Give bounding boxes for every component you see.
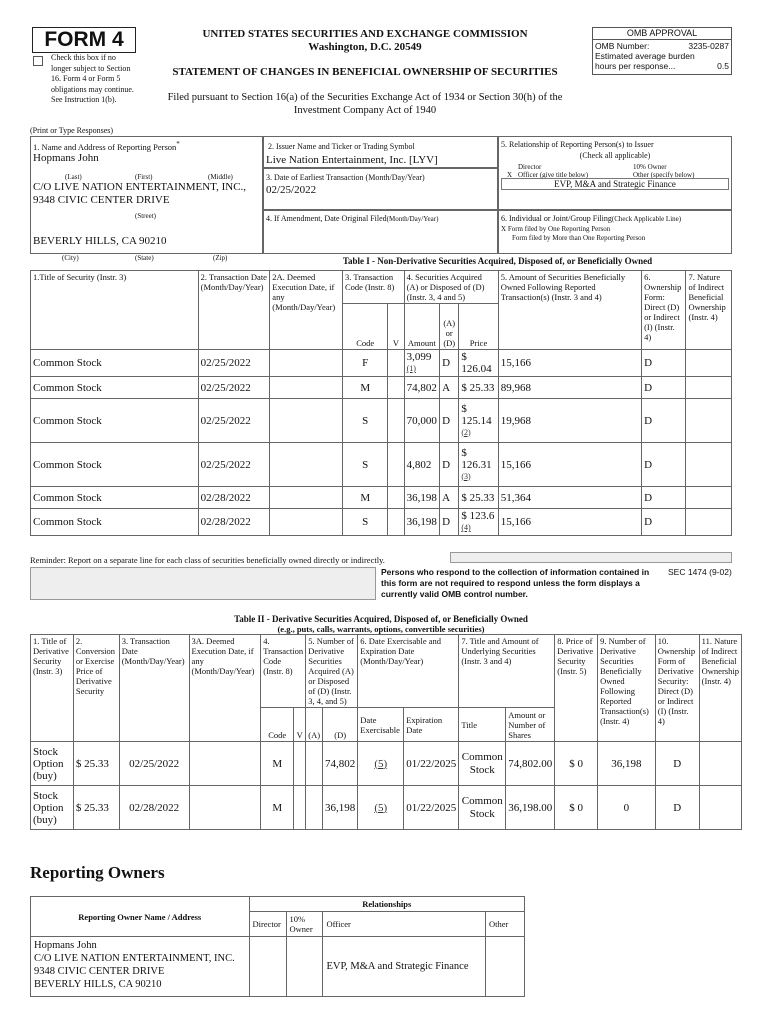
t2-col-nature: 11. Nature of Indirect Beneficial Ownership (Instr. 4): [699, 635, 741, 742]
t1-amount-cell: [404, 509, 440, 536]
t2-col-underlying: 7. Title and Amount of Underlying Securities (Instr. 3 and 4): [459, 635, 555, 708]
earliest-transaction-date: 02/25/2022: [266, 184, 317, 196]
t2-nature: [699, 742, 741, 786]
t1-price-footnote: (4): [461, 523, 471, 532]
sec-form-code: SEC 1474 (9-02): [668, 567, 732, 577]
t1-code: F: [342, 350, 387, 377]
persons-notice: Persons who respond to the collection of information contained in this form are not required to respond unless the form displays a currently valid OMB control number.: [381, 567, 650, 599]
t2-transaction-date: 02/25/2022: [119, 742, 189, 786]
t2-owned: 0: [598, 786, 656, 830]
t1-price-cell: [459, 399, 498, 443]
t1-v: [388, 443, 404, 487]
t1-amount: 36,198: [406, 491, 437, 504]
table-non-derivative: [30, 270, 732, 536]
t2-acquired: [306, 742, 323, 786]
table1-title: Table I - Non-Derivative Securities Acquired, Disposed of, or Beneficially Owned: [342, 256, 653, 266]
reminder-text: Reminder: Report on a separate line for each class of securities beneficially owned directly or indirectly.: [30, 555, 385, 565]
t2-col-form: 10. Ownership Form of Derivative Security: Direct (D) or Indirect (I) (Instr. 4): [655, 635, 699, 742]
t1-col-deemed: 2A. Deemed Execution Date, if any (Month/Day/Year): [270, 271, 343, 350]
section-5-sub: (Check all applicable): [579, 151, 651, 160]
t1-col-title: 1.Title of Security (Instr. 3): [31, 271, 199, 350]
t2-col-number: 5. Number of Derivative Securities Acquired (A) or Disposed of (D) (Instr. 3, 4, and 5): [306, 635, 358, 708]
t1-v: [388, 350, 404, 377]
t2-col-code: 4. Transaction Code (Instr. 8): [261, 635, 306, 708]
t2-ownership-form: D: [655, 786, 699, 830]
officer-title-box: [501, 178, 729, 190]
street-label: (Street): [135, 212, 156, 220]
t2-col-title: 1. Title of Derivative Security (Instr. 3): [31, 635, 74, 742]
first-label: (First): [135, 173, 153, 181]
t2-sub-exp: Expiration Date: [404, 708, 459, 742]
t1-owned: 15,166: [498, 509, 641, 536]
t1-owned: 19,968: [498, 399, 641, 443]
t1-price: $ 126.04: [461, 351, 492, 375]
t1-price: $ 126.31: [461, 446, 492, 471]
no-longer-subject-checkbox[interactable]: [33, 56, 43, 66]
t1-sub-aord: (A) or (D): [440, 304, 459, 350]
t1-security-title: Common Stock: [31, 443, 199, 487]
officer-option[interactable]: Officer (give title below): [518, 171, 589, 179]
t1-col-date: 2. Transaction Date (Month/Day/Year): [198, 271, 270, 350]
reporting-person-city: BEVERLY HILLS, CA 90210: [33, 235, 167, 247]
t1-deemed-date: [270, 509, 343, 536]
t1-security-title: Common Stock: [31, 377, 199, 399]
owner-other-cell: [486, 937, 525, 997]
t1-price-footnote: (2): [461, 427, 471, 437]
t2-col-deriv-price: 8. Price of Derivative Security (Instr. 5): [555, 635, 598, 742]
omb-number: 3235-0287: [688, 41, 729, 51]
director-header: Director: [249, 912, 286, 937]
t2-code: M: [261, 742, 294, 786]
state-label: (State): [135, 254, 154, 262]
t1-owned: 51,364: [498, 487, 641, 509]
form-title-box: [32, 27, 136, 53]
section-1-star: *: [176, 140, 180, 148]
t1-ownership-form: D: [642, 377, 686, 399]
t2-exercise-price: $ 25.33: [73, 786, 119, 830]
t2-transaction-date: 02/28/2022: [119, 786, 189, 830]
t2-col-date: 3. Transaction Date (Month/Day/Year): [119, 635, 189, 742]
t2-col-owned: 9. Number of Derivative Securities Beneficially Owned Following Reported Transaction(s) (Instr. 4): [598, 635, 656, 742]
reporting-person-address: C/O LIVE NATION ENTERTAINMENT, INC., 9348 CIVIC CENTER DRIVE: [33, 181, 247, 206]
t2-col-price: 2. Conversion or Exercise Price of Derivative Security: [73, 635, 119, 742]
t2-sub-title: Title: [459, 708, 506, 742]
section-2-label: 2. Issuer Name and Ticker or Trading Symbol: [268, 142, 415, 151]
omb-number-label: OMB Number:: [595, 41, 650, 51]
other-header: Other: [486, 912, 525, 937]
t1-security-title: Common Stock: [31, 350, 199, 377]
section-4-label-text: 4. If Amendment, Date Original Filed: [266, 214, 387, 223]
t1-security-title: Common Stock: [31, 399, 199, 443]
filed-pursuant: Filed pursuant to Section 16(a) of the Securities Exchange Act of 1934 or Section 30(h) of the Investment Company Act of 1940: [167, 92, 563, 116]
section-4-label: [266, 214, 438, 223]
t2-sub-v: V: [294, 708, 306, 742]
table-row: [31, 509, 732, 536]
t1-price-footnote: (3): [461, 471, 471, 481]
t1-nature: [686, 377, 732, 399]
print-type-note: (Print or Type Responses): [30, 126, 114, 135]
t1-price-cell: [459, 443, 498, 487]
t2-disposed: 36,198: [323, 786, 358, 830]
t1-deemed-date: [270, 443, 343, 487]
gray-box-left: [30, 567, 376, 600]
t2-expiration-date: 01/22/2025: [404, 786, 459, 830]
section-1-label-text: 1. Name and Address of Reporting Person: [33, 141, 177, 152]
t2-disposed: 74,802: [323, 742, 358, 786]
t1-amount: 70,000: [406, 414, 437, 427]
multiple-person-option[interactable]: Form filed by More than One Reporting Person: [512, 234, 646, 242]
t1-ownership-form: D: [642, 350, 686, 377]
table-row: [31, 350, 732, 377]
t1-transaction-date: 02/25/2022: [198, 377, 270, 399]
omb-approval-box: [592, 27, 732, 75]
t1-price-cell: [459, 377, 498, 399]
t1-deemed-date: [270, 487, 343, 509]
t2-security-title: Stock Option (buy): [31, 742, 74, 786]
t1-nature: [686, 350, 732, 377]
t1-v: [388, 399, 404, 443]
t1-price: $ 25.33: [461, 491, 495, 504]
t2-deemed-date: [189, 742, 261, 786]
t2-v: [294, 786, 306, 830]
form-title: FORM 4: [44, 28, 124, 51]
t1-amount: 3,099: [406, 351, 432, 363]
t1-amount-cell: [404, 350, 440, 377]
t1-col-code: 3. Transaction Code (Instr. 8): [342, 271, 404, 304]
t1-col-form: 6. Ownership Form: Direct (D) or Indirect (I) (Instr. 4): [642, 271, 686, 350]
t2-date-exercisable: (5): [358, 786, 404, 830]
owner-director-cell: [249, 937, 286, 997]
t2-sub-d: (D): [323, 708, 358, 742]
t1-sub-amount: Amount: [404, 304, 440, 350]
ten-pct-owner-option[interactable]: 10% Owner: [633, 163, 667, 171]
t1-transaction-date: 02/28/2022: [198, 487, 270, 509]
owner-line: Hopmans John: [34, 940, 97, 951]
t1-transaction-date: 02/25/2022: [198, 350, 270, 377]
officer-mark: X: [507, 171, 513, 179]
officer-header: Officer: [323, 912, 486, 937]
t1-a-or-d: A: [440, 377, 459, 399]
t1-ownership-form: D: [642, 487, 686, 509]
t1-nature: [686, 509, 732, 536]
t2-col-deemed: 3A. Deemed Execution Date, if any (Month/Day/Year): [189, 635, 261, 742]
t1-ownership-form: D: [642, 509, 686, 536]
checkbox-text: Check this box if no longer subject to Section 16. Form 4 or Form 5 obligations may continue. See Instruction 1(b).: [51, 53, 134, 104]
t1-price: $ 125.14: [461, 402, 492, 427]
t1-deemed-date: [270, 399, 343, 443]
relationships-header: Relationships: [249, 897, 524, 912]
t1-a-or-d: A: [440, 487, 459, 509]
t1-a-or-d: D: [440, 509, 459, 536]
t2-sub-code: Code: [261, 708, 294, 742]
gray-bar-top: [450, 552, 732, 563]
t1-col-owned: 5. Amount of Securities Beneficially Owned Following Reported Transaction(s) (Instr. 3 and 4): [498, 271, 641, 350]
owner-officer-cell: EVP, M&A and Strategic Finance: [323, 937, 486, 997]
t1-amount-footnote: (1): [406, 364, 416, 373]
t2-deemed-date: [189, 786, 261, 830]
t1-v: [388, 377, 404, 399]
table-row: [31, 399, 732, 443]
t1-nature: [686, 487, 732, 509]
t1-ownership-form: D: [642, 443, 686, 487]
t1-amount: 74,802: [406, 381, 437, 394]
t1-transaction-date: 02/25/2022: [198, 399, 270, 443]
t2-code: M: [261, 786, 294, 830]
omb-burden-label: Estimated average burden: [595, 51, 695, 61]
t2-underlying-title: Common Stock: [459, 742, 506, 786]
owner-line: C/O LIVE NATION ENTERTAINMENT, INC.: [34, 953, 235, 964]
omb-hours: 0.5: [717, 61, 729, 71]
t1-nature: [686, 399, 732, 443]
reporting-owners-table: [30, 896, 525, 997]
t1-price-cell: [459, 487, 498, 509]
t1-price-cell: [459, 350, 498, 377]
t1-owned: 89,968: [498, 377, 641, 399]
t1-code: S: [342, 509, 387, 536]
t1-owned: 15,166: [498, 350, 641, 377]
t2-v: [294, 742, 306, 786]
t1-amount-cell: [404, 377, 440, 399]
section-5-label: 5. Relationship of Reporting Person(s) to Issuer: [501, 140, 654, 149]
t2-acquired: [306, 786, 323, 830]
t1-amount: 36,198: [406, 516, 437, 528]
t2-sub-a: (A): [306, 708, 323, 742]
section-6-label-text: 6. Individual or Joint/Group Filing: [501, 214, 612, 223]
t1-sub-v: V: [388, 304, 404, 350]
t2-expiration-date: 01/22/2025: [404, 742, 459, 786]
table-row: [31, 742, 742, 786]
t1-code: S: [342, 443, 387, 487]
t2-underlying-amount: 36,198.00: [506, 786, 555, 830]
t1-v: [388, 509, 404, 536]
omb-hours-label: hours per response...: [595, 61, 676, 71]
t1-security-title: Common Stock: [31, 509, 199, 536]
section-6-sub: (Check Applicable Line): [611, 215, 682, 223]
t2-sub-amount: Amount or Number of Shares: [506, 708, 555, 742]
t1-a-or-d: D: [440, 350, 459, 377]
table-row: [31, 377, 732, 399]
t2-underlying-amount: 74,802.00: [506, 742, 555, 786]
one-person-mark: X: [501, 225, 507, 233]
reporting-person-name: Hopmans John: [33, 152, 99, 164]
t2-security-title: Stock Option (buy): [31, 786, 74, 830]
owner-line: 9348 CIVIC CENTER DRIVE: [34, 966, 165, 977]
owner-line: BEVERLY HILLS, CA 90210: [34, 979, 162, 990]
t2-sub-date-ex: Date Exercisable: [358, 708, 404, 742]
other-option[interactable]: Other (specify below): [633, 171, 695, 179]
middle-label: (Middle): [208, 173, 233, 181]
t1-deemed-date: [270, 350, 343, 377]
t1-amount: 4,802: [406, 458, 432, 471]
t1-price-cell: [459, 509, 498, 536]
t1-code: M: [342, 487, 387, 509]
t2-ownership-form: D: [655, 742, 699, 786]
zip-label: (Zip): [213, 254, 228, 262]
city-label: (City): [62, 254, 79, 262]
owner-name-header: Reporting Owner Name / Address: [31, 897, 250, 937]
t1-code: M: [342, 377, 387, 399]
one-person-option[interactable]: [501, 225, 610, 233]
t1-deemed-date: [270, 377, 343, 399]
agency-city: Washington, D.C. 20549: [308, 41, 422, 53]
t2-derivative-price: $ 0: [555, 742, 598, 786]
t1-sub-code: Code: [342, 304, 387, 350]
one-person-label: Form filed by One Reporting Person: [507, 225, 611, 233]
ten-pct-header: 10% Owner: [286, 912, 323, 937]
table2-title: Table II - Derivative Securities Acquired, Disposed of, or Beneficially Owned: [234, 614, 528, 624]
t1-owned: 15,166: [498, 443, 641, 487]
t1-v: [388, 487, 404, 509]
section-6-label: [501, 214, 681, 223]
table-derivative: [30, 634, 742, 830]
t1-code: S: [342, 399, 387, 443]
reporting-owners-heading: Reporting Owners: [30, 863, 165, 882]
t1-amount-cell: [404, 487, 440, 509]
section-1-label: [33, 140, 180, 152]
t2-date-exercisable: (5): [358, 742, 404, 786]
t2-owned: 36,198: [598, 742, 656, 786]
t2-col-exercisable: 6. Date Exercisable and Expiration Date (Month/Day/Year): [358, 635, 459, 708]
t1-a-or-d: D: [440, 443, 459, 487]
t2-nature: [699, 786, 741, 830]
statement-title: STATEMENT OF CHANGES IN BENEFICIAL OWNERSHIP OF SECURITIES: [172, 66, 558, 78]
t2-exercise-price: $ 25.33: [73, 742, 119, 786]
section-3-label: 3. Date of Earliest Transaction (Month/Day/Year): [266, 173, 425, 182]
t1-col-securities: 4. Securities Acquired (A) or Disposed of (D) (Instr. 3, 4 and 5): [404, 271, 498, 304]
last-label: (Last): [65, 173, 82, 181]
t1-col-nature: 7. Nature of Indirect Beneficial Ownership (Instr. 4): [686, 271, 732, 350]
issuer-name: Live Nation Entertainment, Inc. [LYV]: [266, 154, 438, 166]
table-row: [31, 786, 742, 830]
t1-price: $ 25.33: [461, 381, 495, 394]
owner-address-cell: [31, 937, 250, 997]
t1-amount-cell: [404, 399, 440, 443]
table-row: [31, 487, 732, 509]
table2-subtitle: (e.g., puts, calls, warrants, options, convertible securities): [277, 624, 485, 634]
t1-amount-cell: [404, 443, 440, 487]
t1-nature: [686, 443, 732, 487]
t1-price: $ 123.6: [461, 510, 495, 522]
section-4-sub: (Month/Day/Year): [386, 215, 439, 223]
director-option[interactable]: Director: [518, 163, 542, 171]
t1-transaction-date: 02/28/2022: [198, 509, 270, 536]
owner-ten-pct-cell: [286, 937, 323, 997]
t1-ownership-form: D: [642, 399, 686, 443]
t1-security-title: Common Stock: [31, 487, 199, 509]
t1-transaction-date: 02/25/2022: [198, 443, 270, 487]
t1-sub-price: Price: [459, 304, 498, 350]
t1-a-or-d: D: [440, 399, 459, 443]
t2-derivative-price: $ 0: [555, 786, 598, 830]
table-row: [31, 443, 732, 487]
officer-title: EVP, M&A and Strategic Finance: [554, 179, 676, 189]
t2-underlying-title: Common Stock: [459, 786, 506, 830]
agency-name: UNITED STATES SECURITIES AND EXCHANGE COMMISSION: [202, 28, 528, 40]
omb-title: OMB APPROVAL: [593, 28, 731, 40]
